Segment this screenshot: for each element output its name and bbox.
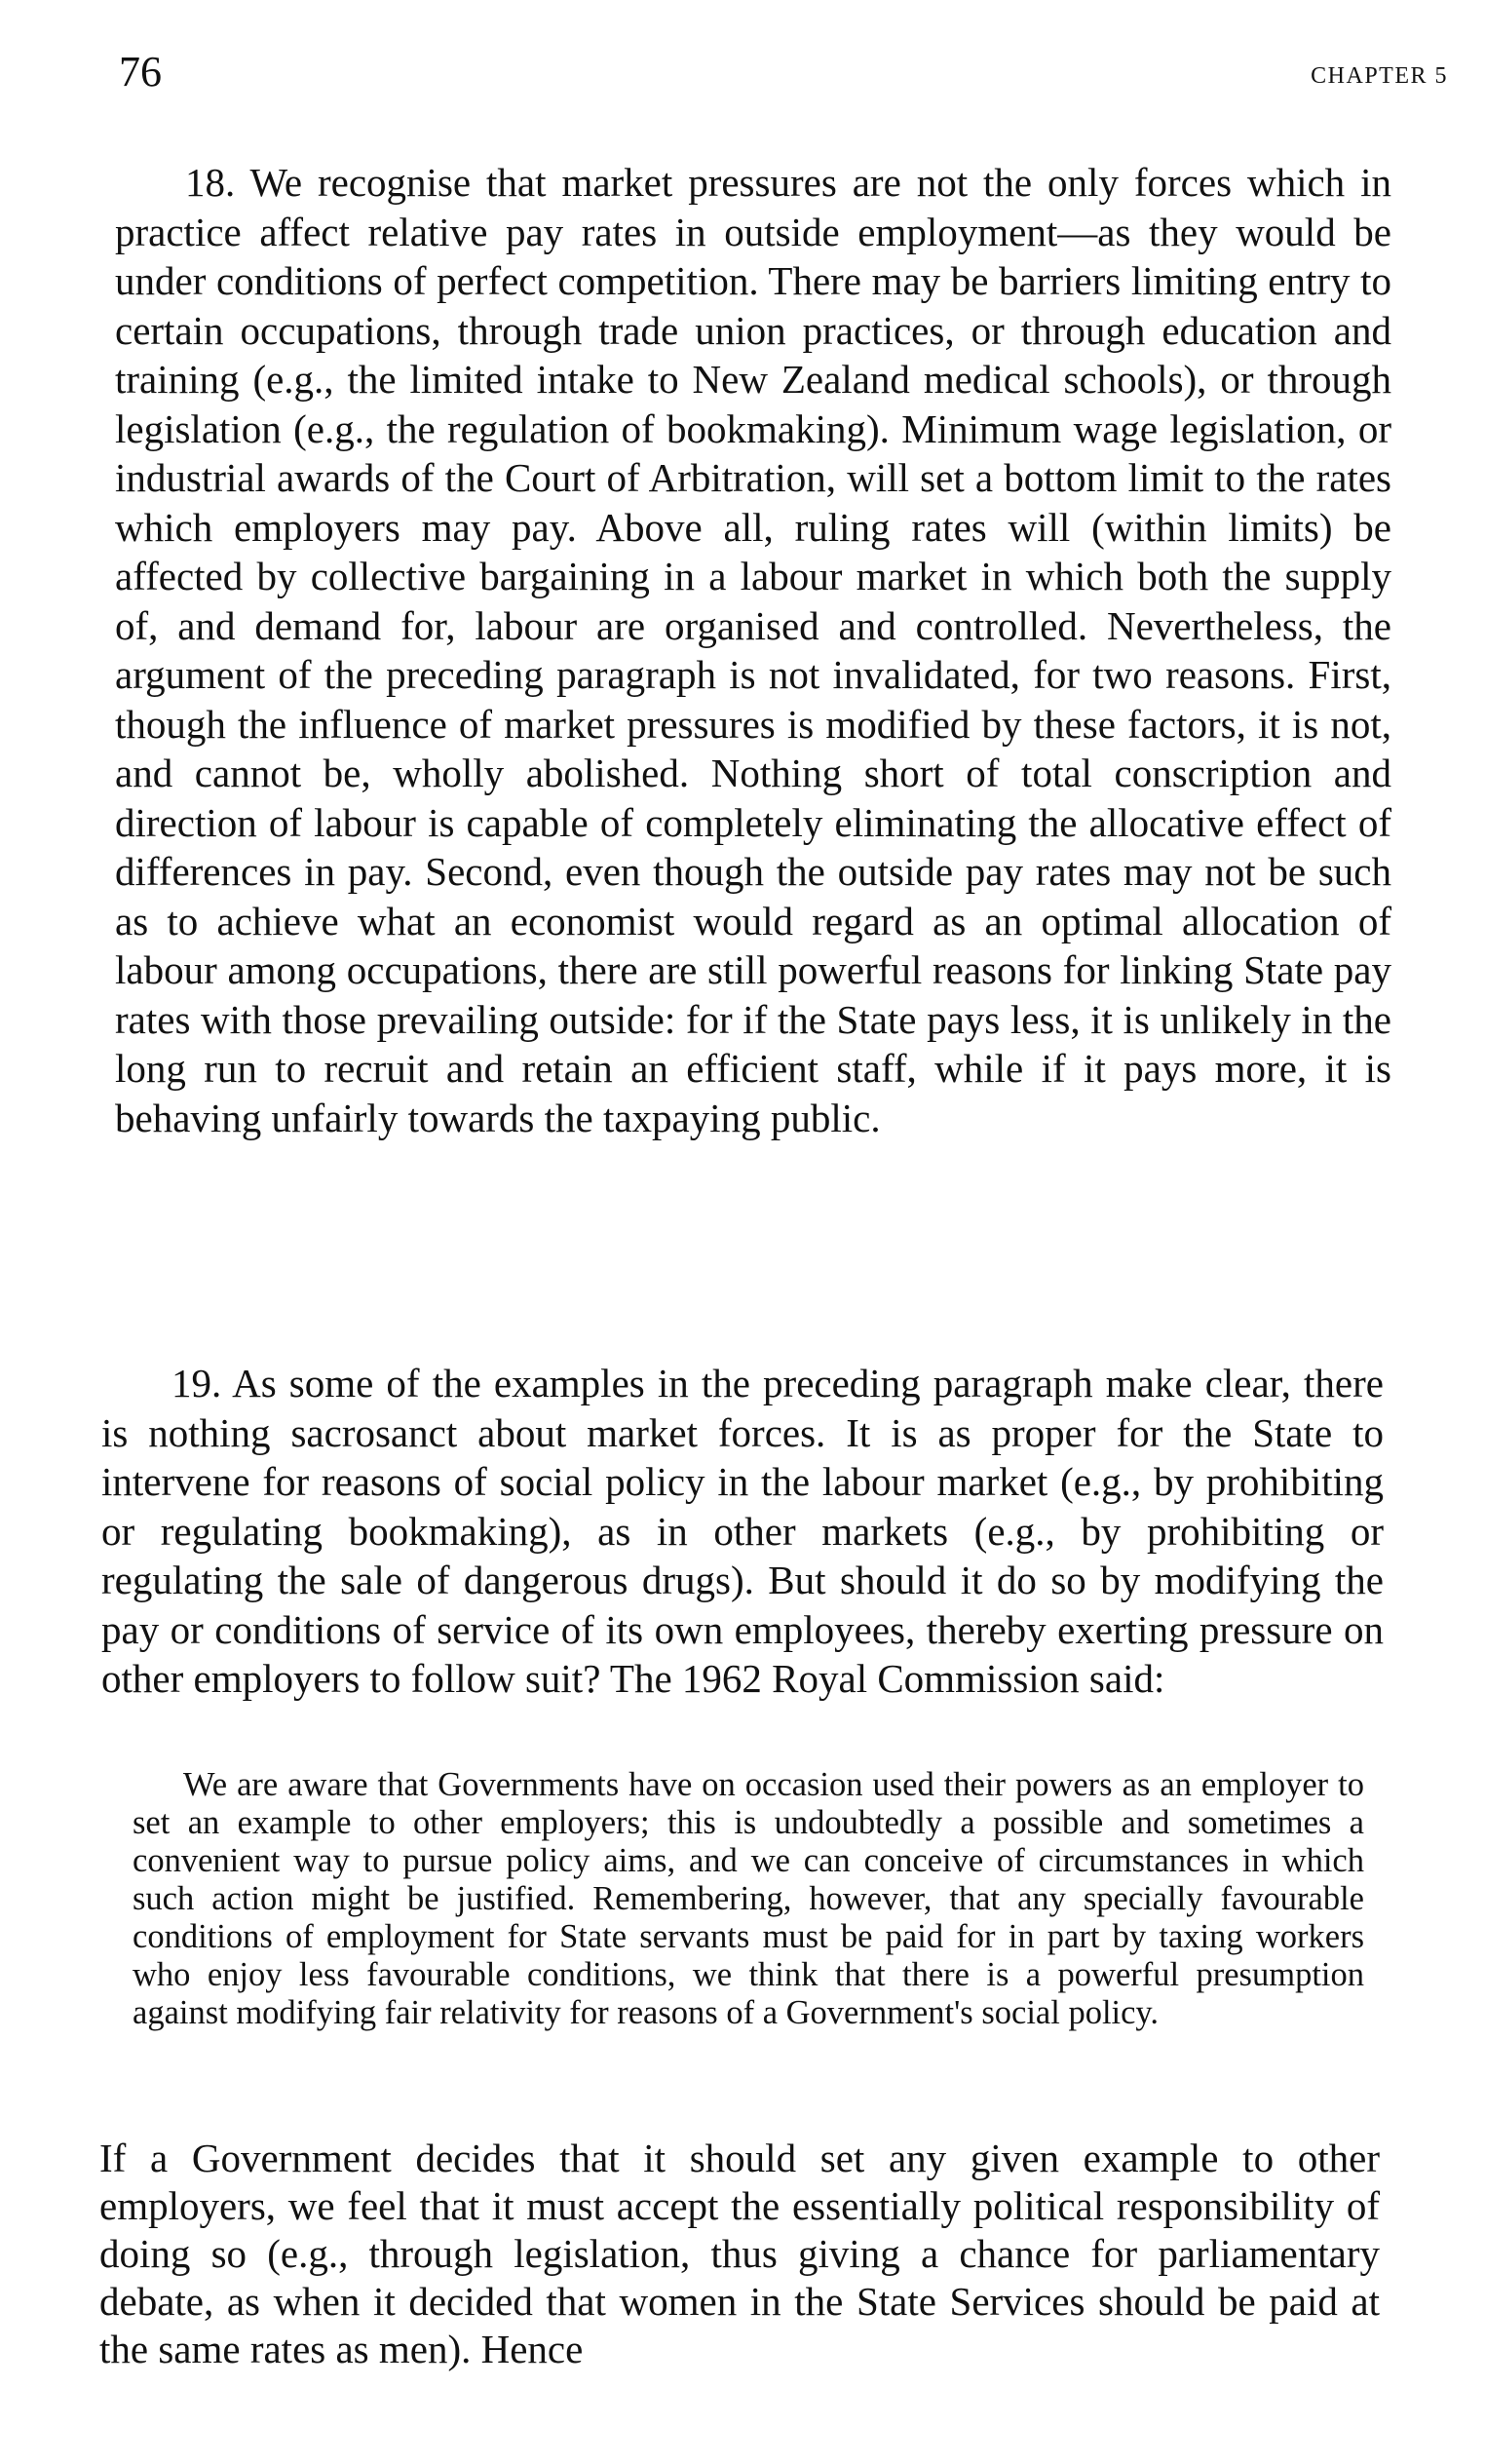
continuation-paragraph: If a Government decides that it should set any given example to other employers, we feel that it must accept the essentially political responsibility of doing so (e.g., through legislation, thus giving a chance for parliamentary debate, as when it decided that women in the State Services should be paid at the same rates as men). Hence (99, 2136, 1380, 2371)
paragraph-18 (115, 158, 1391, 1142)
paragraph-text: We recognise that market pressures are not the only forces which in practice affect relative pay rates in outside employment—as they would be under conditions of perfect competition. There may be barriers limiting entry to certain occupations, through trade union practices, or through education and training (e.g., the limited intake to New Zealand medical schools), or through legislation (e.g., the regulation of bookmaking). Minimum wage legislation, or industrial awards of the Court of Arbitration, will set a bottom limit to the rates which employers may pay. Above all, ruling rates will (within limits) be affected by collective bargaining in a labour market in which both the supply of, and demand for, labour are organised and controlled. Nevertheless, the argument of the preceding paragraph is not invalidated, for two reasons. First, though the influence of market pressures is modified by these factors, it is not, and cannot be, wholly abolished. Nothing short of total conscription and direction of labour is capable of completely eliminating the allocative effect of differences in pay. Second, even though the outside pay rates may not be such as to achieve what an economist would regard as an optimal allocation of labour among occupations, there are still powerful reasons for linking State pay rates with those prevailing outside: for if the State pays less, it is unlikely in the long run to recruit and retain an efficient staff, while if it pays more, it is behaving unfairly towards the taxpaying public. (115, 160, 1391, 1140)
paragraph-number: 19. (171, 1361, 222, 1405)
page-number: 76 (119, 48, 162, 96)
paragraph-19 (101, 1359, 1384, 1704)
paragraph-number: 18. (185, 160, 236, 205)
paragraph-text: As some of the examples in the preceding paragraph make clear, there is nothing sacrosanct about market forces. It is as proper for the State to intervene for reasons of social policy in the labour market (e.g., by prohibiting or regulating bookmaking), as in other markets (e.g., by prohibiting or regulating the sale of dangerous drugs). But should it do so by modifying the pay or conditions of service of its own employees, thereby exerting pressure on other employers to follow suit? The 1962 Royal Commission said: (101, 1361, 1384, 1701)
quotation-text: We are aware that Governments have on occasion used their powers as an employer to set an example to other employers; this is undoubtedly a possible and sometimes a convenient way to pursue policy aims, and we can conceive of circumstances in which such action might be justified. Remembering, however, that any specially favourable conditions of employment for State servants must be paid for in part by taxing workers who enjoy less favourable conditions, we think that there is a powerful presumption against modifying fair relativity for reasons of a Government's social policy. (133, 1766, 1364, 2031)
block-quotation (133, 1766, 1364, 2032)
chapter-label: CHAPTER 5 (1311, 63, 1448, 89)
